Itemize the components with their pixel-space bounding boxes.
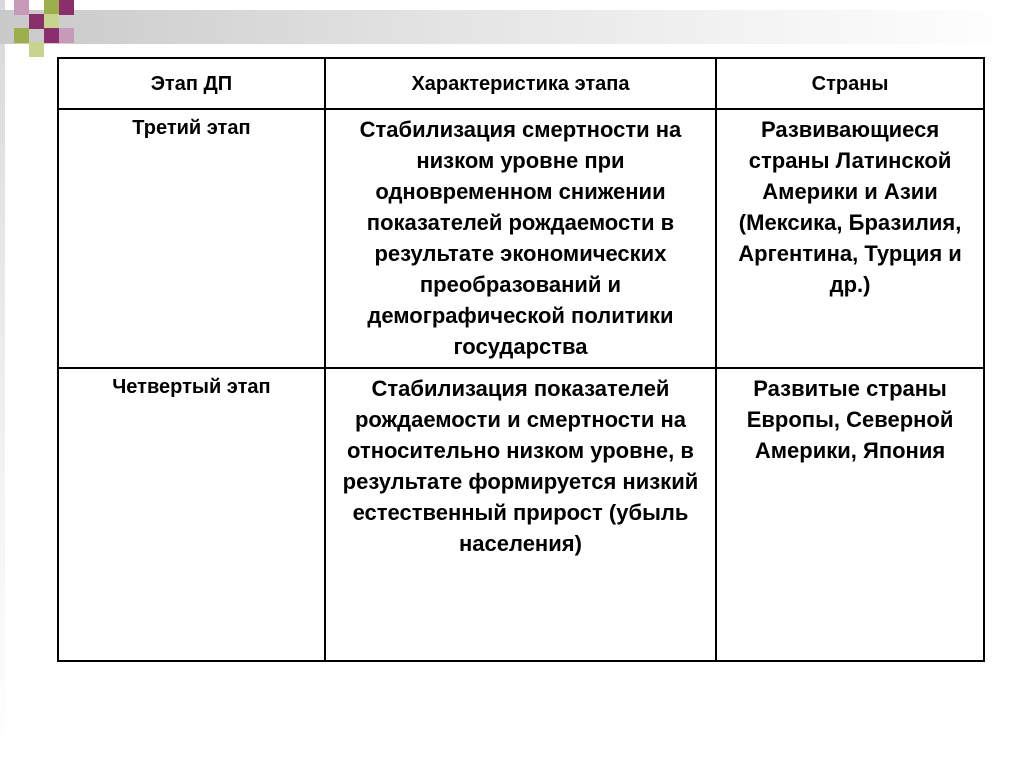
countries-text: Развитые страны Европы, Северной Америки, Япония (746, 376, 954, 463)
header-countries: Страны (716, 58, 984, 109)
table-row (58, 109, 984, 368)
characteristic-cell (325, 368, 716, 661)
characteristic-text: Стабилизация показателей рождаемости и смертности на относительно низком уровне, в результате формируется низкий естественный прирост (убыль населения) (342, 376, 699, 556)
header-decor-band (0, 10, 1024, 44)
stage-label: Четвертый этап (112, 376, 271, 398)
stage-cell (58, 109, 325, 368)
table-row (58, 368, 984, 661)
countries-cell (716, 109, 984, 368)
characteristic-text: Стабилизация смертности на низком уровне при одновременном снижении показателей рождаемости в результате экономических преобразований и демографической политики государства (359, 117, 682, 359)
demographic-transition-table (57, 57, 985, 662)
stage-label: Третий этап (132, 117, 251, 139)
header-stage: Этап ДП (58, 58, 325, 109)
countries-text: Развивающиеся страны Латинской Америки и Азии (Мексика, Бразилия, Аргентина, Турция и др.) (738, 117, 962, 297)
countries-cell (716, 368, 984, 661)
stage-cell (58, 368, 325, 661)
characteristic-cell (325, 109, 716, 368)
header-characteristic: Характеристика этапа (325, 58, 716, 109)
table-header-row (58, 58, 984, 109)
left-decor-strip (0, 0, 5, 767)
